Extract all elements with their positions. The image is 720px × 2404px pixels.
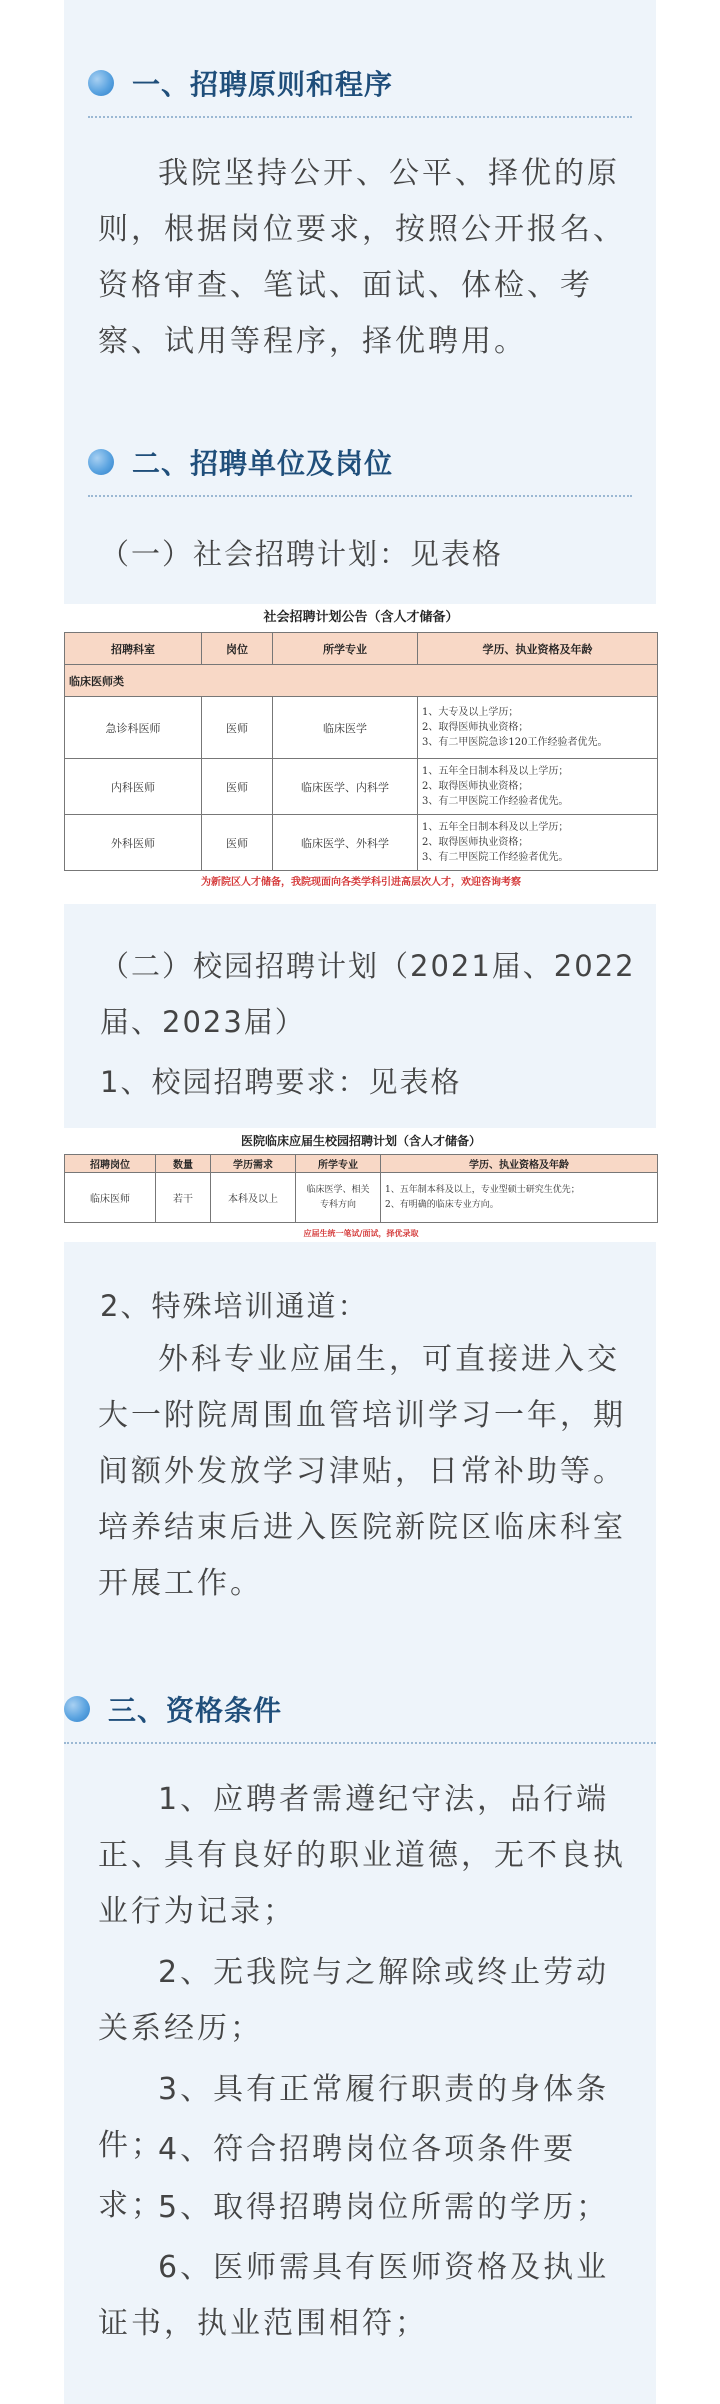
table-cell: 临床医学、外科学 — [273, 815, 418, 871]
qualification-item: 1、应聘者需遵纪守法，品行端正、具有良好的职业道德，无不良执业行为记录； — [98, 1782, 626, 1929]
qualification-item: 3、具有正常履行职责的身体条件； — [98, 2072, 610, 2163]
req-line: 2、取得医师执业资格； — [422, 722, 529, 733]
table-header: 学历需求 — [211, 1155, 296, 1173]
table-cell: 临床医师 — [65, 1173, 156, 1223]
req-line: 2、有明确的临床专业方向。 — [385, 1199, 499, 1210]
section-3-header — [64, 1684, 282, 1734]
section-3-title: 三、资格条件 — [108, 1694, 283, 1727]
table-title: 医院临床应届生校园招聘计划（含人才储备） — [240, 1134, 481, 1148]
table-title: 社会招聘计划公告（含人才储备） — [263, 610, 459, 625]
table-cell-req — [418, 697, 658, 759]
qualification-item: 4、符合招聘岗位各项条件要求； — [98, 2132, 577, 2223]
table-cell-req — [418, 815, 658, 871]
table-cell: 医师 — [202, 759, 273, 815]
table-cell: 若干 — [156, 1173, 211, 1223]
req-line: 1、五年全日制本科及以上学历； — [422, 822, 569, 833]
divider — [88, 116, 632, 118]
table-header: 岗位 — [202, 633, 273, 665]
major-line: 临床医学、相关 — [306, 1184, 370, 1195]
table-cell-req — [381, 1173, 658, 1223]
table-header: 数量 — [156, 1155, 211, 1173]
table-note: 应届生统一笔试/面试，择优录取 — [303, 1228, 419, 1238]
special-channel-body: 外科专业应届生，可直接进入交大一附院周围血管培训学习一年，期间额外发放学习津贴，日常补助等。培养结束后进入医院新院区临床科室开展工作。 — [98, 1342, 626, 1601]
social-plan-heading: （一）社会招聘计划：见表格 — [100, 537, 504, 571]
social-recruit-table — [64, 604, 658, 904]
table-cell: 医师 — [202, 697, 273, 759]
table-grid — [64, 1154, 658, 1223]
table-header: 学历、执业资格及年龄 — [381, 1155, 658, 1173]
req-line: 1、五年全日制本科及以上学历； — [422, 766, 569, 777]
table-row — [65, 815, 658, 871]
section-2-header — [88, 437, 393, 487]
section-1-header — [88, 58, 393, 108]
table-cell: 本科及以上 — [211, 1173, 296, 1223]
section-bullet-icon — [88, 449, 114, 475]
req-line: 2、取得医师执业资格； — [422, 837, 529, 848]
special-channel-heading: 2、特殊培训通道： — [100, 1289, 369, 1323]
req-line: 3、有二甲医院工作经验者优先。 — [422, 796, 569, 807]
table-cell: 急诊科医师 — [65, 697, 202, 759]
campus-recruit-table — [64, 1128, 658, 1242]
table-header: 招聘岗位 — [65, 1155, 156, 1173]
table-header: 招聘科室 — [65, 633, 202, 665]
table-note: 为新院区人才储备，我院现面向各类学科引进高层次人才，欢迎咨询考察 — [201, 877, 521, 888]
req-line: 3、有二甲医院工作经验者优先。 — [422, 852, 569, 863]
campus-plan-heading-2: 届、2023届） — [100, 1005, 306, 1039]
divider — [88, 495, 632, 497]
qualification-item: 2、无我院与之解除或终止劳动关系经历； — [98, 1955, 610, 2046]
table-cell: 内科医师 — [65, 759, 202, 815]
req-line: 2、取得医师执业资格； — [422, 781, 529, 792]
table-category: 临床医师类 — [65, 665, 658, 697]
req-line: 1、大专及以上学历； — [422, 707, 519, 718]
table-header: 所学专业 — [273, 633, 418, 665]
section-bullet-icon — [88, 70, 114, 96]
table-cell-req — [418, 759, 658, 815]
section-1-title: 一、招聘原则和程序 — [132, 68, 394, 101]
table-row — [65, 759, 658, 815]
qualification-item: 6、医师需具有医师资格及执业证书，执业范围相符； — [98, 2250, 610, 2341]
major-line: 专科方向 — [319, 1199, 356, 1210]
table-grid — [64, 632, 658, 871]
table-cell: 外科医师 — [65, 815, 202, 871]
table-header: 学历、执业资格及年龄 — [418, 633, 658, 665]
section-1-body: 我院坚持公开、公平、择优的原则，根据岗位要求，按照公开报名、资格审查、笔试、面试、体检、考察、试用等程序，择优聘用。 — [98, 156, 626, 359]
req-line: 3、有二甲医院急诊120工作经验者优先。 — [422, 737, 608, 748]
qualification-item: 5、取得招聘岗位所需的学历； — [158, 2190, 610, 2225]
section-2-title: 二、招聘单位及岗位 — [132, 447, 394, 480]
req-line: 1、五年制本科及以上，专业型硕士研究生优先； — [385, 1184, 580, 1195]
table-cell-major — [296, 1173, 381, 1223]
divider — [64, 1742, 656, 1744]
section-bullet-icon — [64, 1696, 90, 1722]
campus-req-heading: 1、校园招聘要求：见表格 — [100, 1065, 462, 1099]
table-row — [65, 1173, 658, 1223]
table-cell: 临床医学、内科学 — [273, 759, 418, 815]
table-cell: 临床医学 — [273, 697, 418, 759]
campus-plan-heading-1: （二）校园招聘计划（2021届、2022 — [100, 949, 636, 983]
table-header: 所学专业 — [296, 1155, 381, 1173]
table-cell: 医师 — [202, 815, 273, 871]
table-row — [65, 697, 658, 759]
